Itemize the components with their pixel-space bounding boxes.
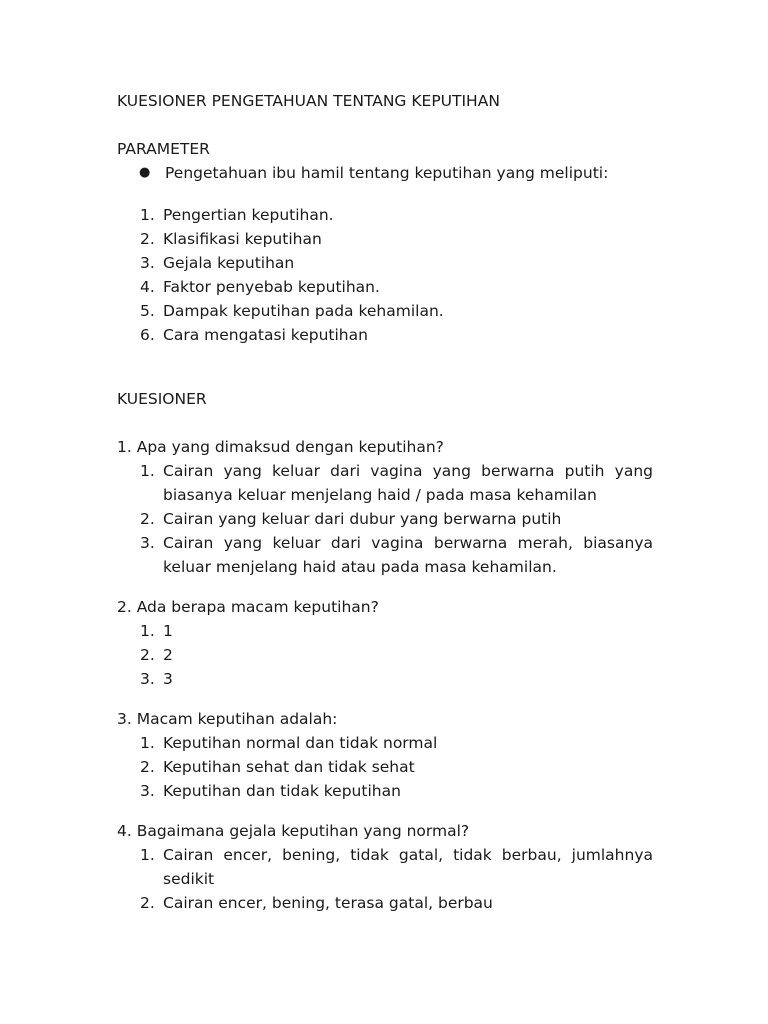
- answer-option: [117, 619, 653, 643]
- question-3: [117, 707, 653, 803]
- list-text: Cara mengatasi keputihan: [163, 326, 368, 344]
- answer-option: [117, 779, 653, 803]
- option-number: 2.: [140, 894, 155, 912]
- answer-option: [117, 507, 653, 531]
- list-item: [117, 275, 653, 299]
- list-item: [117, 203, 653, 227]
- list-text: Pengertian keputihan.: [163, 206, 334, 224]
- kuesioner-heading: KUESIONER: [117, 390, 207, 408]
- answer-option: [117, 891, 653, 915]
- answer-option: [117, 731, 653, 755]
- option-text: Keputihan normal dan tidak normal: [163, 734, 438, 752]
- option-text: 3: [163, 670, 173, 688]
- option-number: 1.: [140, 846, 155, 864]
- document-title: KUESIONER PENGETAHUAN TENTANG KEPUTIHAN: [117, 92, 500, 110]
- option-number: 3.: [140, 534, 155, 552]
- option-number: 2.: [140, 646, 155, 664]
- answer-option: [117, 459, 653, 507]
- option-text: Cairan encer, bening, terasa gatal, berbau: [163, 894, 493, 912]
- list-number: 1.: [140, 206, 155, 224]
- option-number: 1.: [140, 734, 155, 752]
- option-number: 1.: [140, 622, 155, 640]
- option-text: Cairan yang keluar dari vagina berwarna merah, biasanya keluar menjelang haid atau pada masa kehamilan.: [163, 534, 653, 576]
- option-number: 3.: [140, 670, 155, 688]
- list-text: Klasifikasi keputihan: [163, 230, 322, 248]
- question-4: [117, 819, 653, 915]
- answer-option: [117, 667, 653, 691]
- option-text: Cairan encer, bening, tidak gatal, tidak berbau, jumlahnya sedikit: [163, 846, 653, 888]
- option-number: 2.: [140, 758, 155, 776]
- list-text: Gejala keputihan: [163, 254, 295, 272]
- answer-option: [117, 755, 653, 779]
- list-text: Faktor penyebab keputihan.: [163, 278, 380, 296]
- parameter-heading: PARAMETER: [117, 140, 210, 158]
- list-text: Dampak keputihan pada kehamilan.: [163, 302, 444, 320]
- option-number: 2.: [140, 510, 155, 528]
- question-text: 3. Macam keputihan adalah:: [117, 710, 338, 728]
- list-item: [117, 299, 653, 323]
- parameter-bullet: [117, 161, 653, 185]
- list-number: 2.: [140, 230, 155, 248]
- option-text: Cairan yang keluar dari dubur yang berwarna putih: [163, 510, 562, 528]
- parameter-bullet-text: Pengetahuan ibu hamil tentang keputihan yang meliputi:: [165, 164, 609, 182]
- answer-option: [117, 531, 653, 579]
- answer-option: [117, 643, 653, 667]
- list-number: 5.: [140, 302, 155, 320]
- option-text: Keputihan sehat dan tidak sehat: [163, 758, 415, 776]
- question-text: 1. Apa yang dimaksud dengan keputihan?: [117, 438, 444, 456]
- list-item: [117, 227, 653, 251]
- option-text: 2: [163, 646, 173, 664]
- answer-option: [117, 843, 653, 891]
- option-text: 1: [163, 622, 173, 640]
- option-number: 3.: [140, 782, 155, 800]
- list-item: [117, 323, 653, 347]
- list-item: [117, 251, 653, 275]
- option-text: Cairan yang keluar dari vagina yang berwarna putih yang biasanya keluar menjelang haid / pada masa kehamilan: [163, 462, 653, 504]
- option-number: 1.: [140, 462, 155, 480]
- parameter-list: [117, 203, 653, 347]
- document-content: [117, 89, 653, 931]
- list-number: 3.: [140, 254, 155, 272]
- list-number: 4.: [140, 278, 155, 296]
- option-text: Keputihan dan tidak keputihan: [163, 782, 401, 800]
- question-text: 2. Ada berapa macam keputihan?: [117, 598, 379, 616]
- question-text: 4. Bagaimana gejala keputihan yang normal?: [117, 822, 470, 840]
- list-number: 6.: [140, 326, 155, 344]
- question-2: [117, 595, 653, 691]
- question-1: [117, 435, 653, 579]
- bullet-icon: ●: [139, 165, 151, 180]
